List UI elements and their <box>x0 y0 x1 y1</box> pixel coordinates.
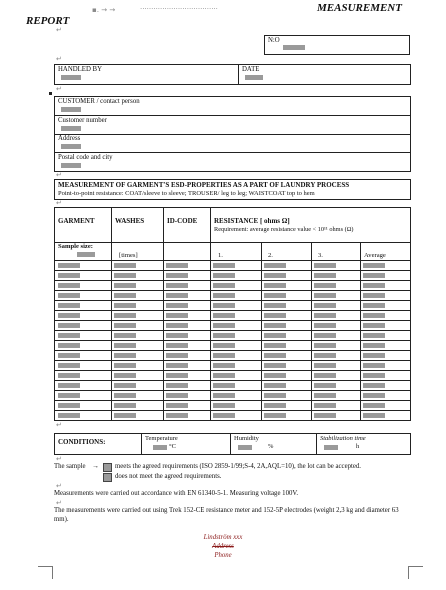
table-row-divider <box>55 380 410 381</box>
requirement-text: Requirement: average resistance value < 10¹¹ ohms (Ω) <box>214 226 354 233</box>
table-cell-field[interactable] <box>314 373 336 378</box>
table-cell-field[interactable] <box>213 283 235 288</box>
table-cell-field[interactable] <box>264 403 286 408</box>
table-cell-field[interactable] <box>363 393 385 398</box>
table-cell-field[interactable] <box>58 263 80 268</box>
customer-number-field[interactable] <box>61 126 81 131</box>
table-cell-field[interactable] <box>166 313 188 318</box>
table-cell-field[interactable] <box>264 363 286 368</box>
meets-checkbox[interactable] <box>103 463 112 472</box>
table-cell-field[interactable] <box>314 353 336 358</box>
handled-date-box <box>54 64 411 85</box>
table-cell-field[interactable] <box>213 403 235 408</box>
table-row-divider <box>55 390 410 391</box>
table-cell-field[interactable] <box>166 293 188 298</box>
measure-3-label: 3. <box>318 252 323 259</box>
table-cell-field[interactable] <box>213 333 235 338</box>
not-meets-checkbox[interactable] <box>103 473 112 482</box>
table-cell-field[interactable] <box>314 273 336 278</box>
table-row-divider <box>55 370 410 371</box>
footer-company: Lindström xxx <box>203 534 243 541</box>
table-cell-field[interactable] <box>213 303 235 308</box>
table-row-divider <box>55 270 410 271</box>
humidity-unit: % <box>268 443 274 450</box>
pilcrow: ↵ <box>56 26 62 34</box>
footer-phone: Phone <box>214 552 232 559</box>
measurement-title-box <box>54 179 411 200</box>
page-corner-right <box>408 566 423 579</box>
table-row-divider <box>55 340 410 341</box>
table-cell-field[interactable] <box>166 373 188 378</box>
table-cell-field[interactable] <box>264 263 286 268</box>
conditions-label: CONDITIONS: <box>58 438 106 446</box>
table-cell-field[interactable] <box>58 273 80 278</box>
table-cell-field[interactable] <box>213 363 235 368</box>
not-meets-text: does not meet the agreed requirements. <box>115 473 222 480</box>
measurement-subtitle: Point-to-point resistance: COAT/sleeve to sleeve; TROUSER/ leg to leg; WAISTCOAT top to hem <box>58 190 315 197</box>
table-cell-field[interactable] <box>114 393 136 398</box>
table-cell-field[interactable] <box>213 413 235 418</box>
address-field[interactable] <box>61 144 81 149</box>
table-cell-field[interactable] <box>58 323 80 328</box>
table-cell-field[interactable] <box>314 283 336 288</box>
date-label: DATE <box>242 66 260 73</box>
table-cell-field[interactable] <box>58 403 80 408</box>
humidity-field[interactable] <box>238 445 252 450</box>
table-cell-field[interactable] <box>166 383 188 388</box>
temperature-label: Temperature <box>145 435 178 442</box>
pilcrow: ↵ <box>56 55 62 63</box>
table-cell-field[interactable] <box>213 263 235 268</box>
pilcrow: ↵ <box>56 421 62 429</box>
measurement-title: MEASUREMENT OF GARMENT'S ESD-PROPERTIES AS A PART OF LAUNDRY PROCESS <box>58 181 350 189</box>
customer-number-label: Customer number <box>58 117 107 124</box>
table-cell-field[interactable] <box>264 333 286 338</box>
table-cell-field[interactable] <box>166 333 188 338</box>
table-cell-field[interactable] <box>363 383 385 388</box>
table-cell-field[interactable] <box>58 393 80 398</box>
table-cell-field[interactable] <box>314 303 336 308</box>
table-row-divider <box>55 320 410 321</box>
handled-by-field[interactable] <box>61 75 81 80</box>
table-cell-field[interactable] <box>363 273 385 278</box>
address-label: Address <box>58 135 81 142</box>
col-resistance: RESISTANCE [ ohms Ω] <box>214 217 290 225</box>
table-cell-field[interactable] <box>213 393 235 398</box>
table-cell-field[interactable] <box>363 373 385 378</box>
table-row-divider <box>55 410 410 411</box>
table-row-divider <box>55 310 410 311</box>
temperature-field[interactable] <box>153 445 167 450</box>
arrow-icon: → <box>92 462 99 470</box>
header-markers: ▪․ → → <box>92 6 116 14</box>
times-label: [times] <box>119 252 138 259</box>
table-cell-field[interactable] <box>213 343 235 348</box>
stabilization-label: Stabilization time <box>320 435 366 442</box>
table-cell-field[interactable] <box>264 383 286 388</box>
table-cell-field[interactable] <box>114 333 136 338</box>
table-cell-field[interactable] <box>166 403 188 408</box>
table-cell-field[interactable] <box>363 403 385 408</box>
measure-2-label: 2. <box>268 252 273 259</box>
table-cell-field[interactable] <box>166 303 188 308</box>
col-id-code: ID-CODE <box>167 217 198 225</box>
table-cell-field[interactable] <box>114 263 136 268</box>
table-cell-field[interactable] <box>264 273 286 278</box>
page-corner-left <box>38 566 53 579</box>
table-cell-field[interactable] <box>363 333 385 338</box>
pilcrow: ↵ <box>56 199 62 207</box>
table-cell-field[interactable] <box>213 383 235 388</box>
sample-label: The sample <box>54 463 86 470</box>
table-row-divider <box>55 330 410 331</box>
table-cell-field[interactable] <box>264 303 286 308</box>
postal-label: Postal code and city <box>58 154 113 161</box>
table-cell-field[interactable] <box>363 363 385 368</box>
bullet-marker <box>49 92 52 95</box>
no-value-field[interactable] <box>283 45 305 50</box>
col-garment: GARMENT <box>58 217 95 225</box>
sample-size-field[interactable] <box>77 252 95 257</box>
table-cell-field[interactable] <box>58 283 80 288</box>
temperature-unit: °C <box>169 443 176 450</box>
title-report: REPORT <box>26 15 70 27</box>
table-cell-field[interactable] <box>264 353 286 358</box>
title-measurement: MEASUREMENT <box>317 2 402 14</box>
pilcrow: ↵ <box>56 85 62 93</box>
paragraph-standard: Measurements were carried out accordance with EN 61340-5-1. Measuring voltage 100V. <box>54 490 299 497</box>
table-cell-field[interactable] <box>58 303 80 308</box>
table-cell-field[interactable] <box>314 263 336 268</box>
table-cell-field[interactable] <box>166 323 188 328</box>
table-cell-field[interactable] <box>213 313 235 318</box>
table-cell-field[interactable] <box>314 333 336 338</box>
table-cell-field[interactable] <box>314 363 336 368</box>
table-cell-field[interactable] <box>213 353 235 358</box>
results-table <box>54 207 411 421</box>
table-cell-field[interactable] <box>114 373 136 378</box>
table-cell-field[interactable] <box>166 343 188 348</box>
table-row-divider <box>55 290 410 291</box>
table-cell-field[interactable] <box>166 363 188 368</box>
table-cell-field[interactable] <box>166 393 188 398</box>
table-cell-field[interactable] <box>314 393 336 398</box>
table-cell-field[interactable] <box>363 353 385 358</box>
table-cell-field[interactable] <box>213 293 235 298</box>
table-cell-field[interactable] <box>213 323 235 328</box>
table-row-divider <box>55 360 410 361</box>
table-cell-field[interactable] <box>166 353 188 358</box>
table-cell-field[interactable] <box>314 323 336 328</box>
pilcrow: ↵ <box>56 499 62 507</box>
table-cell-field[interactable] <box>58 363 80 368</box>
table-cell-field[interactable] <box>114 313 136 318</box>
postal-field[interactable] <box>61 163 81 168</box>
table-cell-field[interactable] <box>314 383 336 388</box>
table-cell-field[interactable] <box>363 303 385 308</box>
table-cell-field[interactable] <box>114 323 136 328</box>
table-cell-field[interactable] <box>58 343 80 348</box>
handled-by-label: HANDLED BY <box>58 66 102 73</box>
table-cell-field[interactable] <box>58 353 80 358</box>
table-cell-field[interactable] <box>114 303 136 308</box>
table-cell-field[interactable] <box>264 283 286 288</box>
footer-address: Address <box>212 543 234 550</box>
table-cell-field[interactable] <box>363 343 385 348</box>
table-cell-field[interactable] <box>114 343 136 348</box>
table-cell-field[interactable] <box>166 273 188 278</box>
table-cell-field[interactable] <box>114 383 136 388</box>
humidity-label: Humidity <box>234 435 259 442</box>
table-cell-field[interactable] <box>58 373 80 378</box>
table-cell-field[interactable] <box>363 323 385 328</box>
table-row-divider <box>55 280 410 281</box>
paragraph-equipment: The measurements were carried out using Trek 152-CE resistance meter and 152-5P electrodes (weight 2,3 kg and diameter 63 mm). <box>54 507 399 523</box>
average-label: Average <box>364 252 386 259</box>
measure-1-label: 1. <box>218 252 223 259</box>
table-cell-field[interactable] <box>363 263 385 268</box>
table-cell-field[interactable] <box>264 313 286 318</box>
no-label: N:O <box>268 37 280 44</box>
table-cell-field[interactable] <box>264 413 286 418</box>
table-cell-field[interactable] <box>114 363 136 368</box>
table-cell-field[interactable] <box>213 273 235 278</box>
table-cell-field[interactable] <box>58 313 80 318</box>
table-cell-field[interactable] <box>363 313 385 318</box>
table-cell-field[interactable] <box>264 393 286 398</box>
table-cell-field[interactable] <box>58 383 80 388</box>
table-cell-field[interactable] <box>58 293 80 298</box>
table-cell-field[interactable] <box>314 313 336 318</box>
table-cell-field[interactable] <box>114 273 136 278</box>
pilcrow: ↵ <box>56 455 62 463</box>
stabilization-unit: h <box>356 443 360 450</box>
table-row-divider <box>55 350 410 351</box>
table-cell-field[interactable] <box>314 403 336 408</box>
table-cell-field[interactable] <box>363 293 385 298</box>
pilcrow: ↵ <box>56 482 62 490</box>
table-cell-field[interactable] <box>264 293 286 298</box>
customer-box <box>54 96 411 172</box>
table-cell-field[interactable] <box>114 403 136 408</box>
table-cell-field[interactable] <box>114 283 136 288</box>
date-field[interactable] <box>245 75 263 80</box>
table-cell-field[interactable] <box>264 343 286 348</box>
table-row-divider <box>55 420 410 421</box>
table-cell-field[interactable] <box>363 413 385 418</box>
col-washes: WASHES <box>115 217 145 225</box>
no-box[interactable] <box>264 35 410 55</box>
table-cell-field[interactable] <box>166 283 188 288</box>
customer-name-field[interactable] <box>61 107 81 112</box>
table-cell-field[interactable] <box>363 283 385 288</box>
table-cell-field[interactable] <box>314 413 336 418</box>
pilcrow: ↵ <box>56 171 62 179</box>
table-cell-field[interactable] <box>264 373 286 378</box>
table-cell-field[interactable] <box>166 413 188 418</box>
table-row-divider <box>55 400 410 401</box>
meets-text: meets the agreed requirements (ISO 2859-1/99;S-4, 2A,AQL=10), the lot can be accepted. <box>115 463 361 470</box>
table-cell-field[interactable] <box>114 353 136 358</box>
table-cell-field[interactable] <box>58 413 80 418</box>
table-cell-field[interactable] <box>114 293 136 298</box>
table-row-divider <box>55 300 410 301</box>
header-dotted-leader: ··································· <box>140 5 218 13</box>
table-cell-field[interactable] <box>213 373 235 378</box>
customer-name-label: CUSTOMER / contact person <box>58 98 140 105</box>
table-cell-field[interactable] <box>114 413 136 418</box>
sample-size-label: Sample size: <box>58 243 93 250</box>
table-cell-field[interactable] <box>264 323 286 328</box>
table-cell-field[interactable] <box>314 293 336 298</box>
stabilization-field[interactable] <box>324 445 338 450</box>
table-cell-field[interactable] <box>314 343 336 348</box>
conditions-box <box>54 433 411 455</box>
table-cell-field[interactable] <box>166 263 188 268</box>
table-cell-field[interactable] <box>58 333 80 338</box>
